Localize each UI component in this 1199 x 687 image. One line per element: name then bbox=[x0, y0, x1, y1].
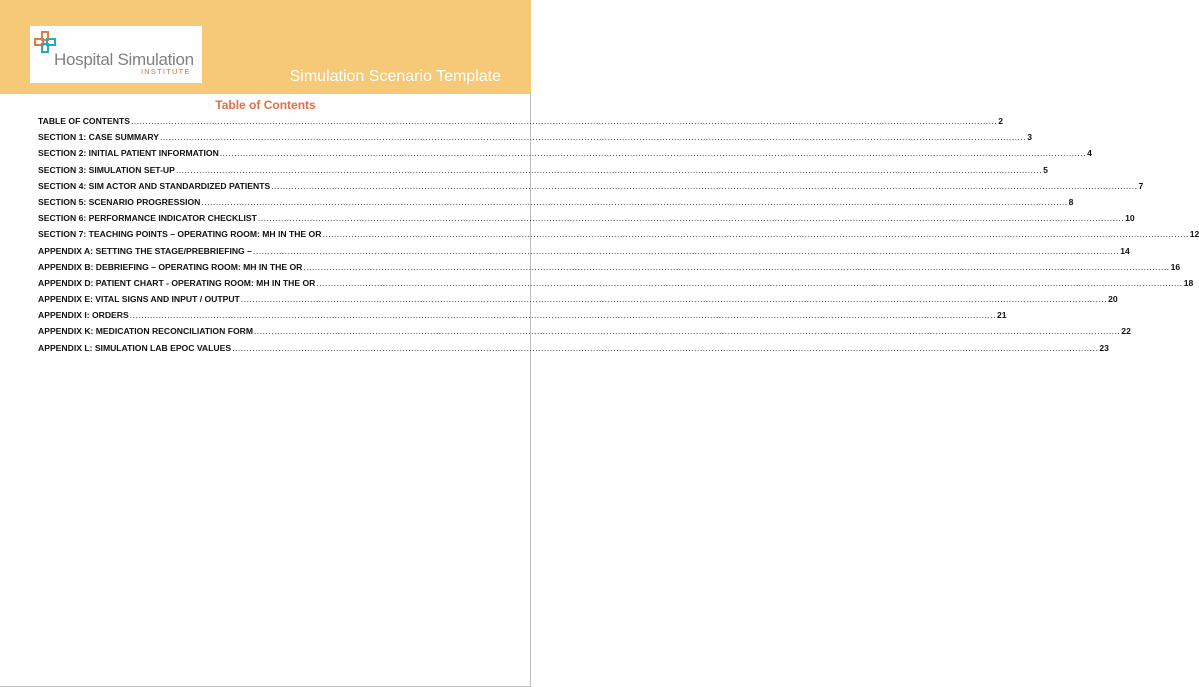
toc-dot-leader: ............................................................................................................................................................................................................................................................................................................ bbox=[129, 310, 997, 321]
toc-entry-title: APPENDIX L: SIMULATION LAB EPOC VALUES bbox=[38, 342, 232, 353]
toc-dot-leader: ............................................................................................................................................................................................................................................................................................................ bbox=[232, 342, 1099, 353]
document-title: Simulation Scenario Template bbox=[289, 68, 501, 85]
toc-entry[interactable] bbox=[38, 277, 1194, 294]
toc-entry-page: 8 bbox=[1068, 196, 1074, 207]
toc-entry-page: 2 bbox=[998, 116, 1004, 126]
toc-entry-page: 5 bbox=[1043, 164, 1048, 175]
toc-heading: Table of Contents bbox=[215, 98, 316, 112]
toc-entry-title: SECTION 2: INITIAL PATIENT INFORMATION bbox=[38, 148, 219, 159]
logo-name: Hospital Simulation bbox=[54, 50, 194, 69]
institute-logo bbox=[30, 26, 202, 83]
toc-entry-title: SECTION 4: SIM ACTOR AND STANDARDIZED PATIENTS bbox=[38, 180, 271, 191]
toc-entry-page: 10 bbox=[1125, 213, 1135, 224]
toc-entry-title: APPENDIX B: DEBRIEFING – OPERATING ROOM: MH IN THE OR bbox=[38, 261, 303, 272]
toc-entry[interactable] bbox=[38, 261, 1181, 278]
toc-entry-page: 21 bbox=[997, 310, 1007, 321]
toc-entry-page: 3 bbox=[1027, 132, 1033, 143]
toc-entry[interactable] bbox=[38, 342, 1109, 359]
toc-entry[interactable] bbox=[38, 310, 1007, 326]
toc-dot-leader: ............................................................................................................................................................................................................................................................................................................ bbox=[254, 326, 1121, 337]
toc-entry[interactable] bbox=[38, 132, 1033, 148]
toc-entry-page: 20 bbox=[1108, 294, 1118, 305]
toc-entry[interactable] bbox=[38, 116, 1004, 132]
toc-entry-page: 16 bbox=[1170, 261, 1181, 272]
toc-entry[interactable] bbox=[38, 245, 1130, 262]
toc-entry-title: SECTION 7: TEACHING POINTS – OPERATING ROOM: MH IN THE OR bbox=[38, 229, 322, 240]
toc-entry-title: APPENDIX I: ORDERS bbox=[38, 310, 129, 321]
toc-dot-leader: ............................................................................................................................................................................................................................................................................................................ bbox=[219, 148, 1087, 159]
toc-entry[interactable] bbox=[38, 229, 1199, 245]
toc-dot-leader: ............................................................................................................................................................................................................................................................................................................ bbox=[252, 245, 1120, 256]
toc-entry[interactable] bbox=[38, 164, 1048, 181]
toc-entry[interactable] bbox=[38, 326, 1131, 342]
toc-entry-title: SECTION 3: SIMULATION SET-UP bbox=[38, 164, 175, 175]
toc-entry-title: APPENDIX E: VITAL SIGNS AND INPUT / OUTPUT bbox=[38, 294, 240, 305]
toc-dot-leader: ............................................................................................................................................................................................................................................................................................................ bbox=[240, 294, 1108, 305]
toc-dot-leader: ............................................................................................................................................................................................................................................................................................................ bbox=[322, 229, 1189, 240]
toc-entry-page: 4 bbox=[1087, 148, 1092, 159]
toc-entry[interactable] bbox=[38, 196, 1074, 213]
toc-dot-leader: ............................................................................................................................................................................................................................................................................................................ bbox=[257, 213, 1125, 224]
toc-entry[interactable] bbox=[38, 180, 1144, 197]
toc-dot-leader: ............................................................................................................................................................................................................................................................................................................ bbox=[271, 180, 1138, 191]
toc-entry-title: SECTION 1: CASE SUMMARY bbox=[38, 132, 159, 143]
toc-entry-title: APPENDIX A: SETTING THE STAGE/PREBRIEFING – bbox=[38, 245, 252, 256]
logo-subtitle: INSTITUTE bbox=[141, 67, 191, 76]
toc-entry-page: 7 bbox=[1138, 180, 1144, 191]
toc-dot-leader: ............................................................................................................................................................................................................................................................................................................ bbox=[175, 164, 1043, 175]
toc-entry-title: TABLE OF CONTENTS bbox=[38, 116, 130, 126]
toc-entry-page: 18 bbox=[1183, 277, 1194, 288]
toc-entry-title: SECTION 6: PERFORMANCE INDICATOR CHECKLIST bbox=[38, 213, 257, 224]
toc-entry-page: 12 bbox=[1189, 229, 1199, 240]
toc-entry[interactable] bbox=[38, 213, 1135, 229]
toc-entry-page: 14 bbox=[1120, 245, 1130, 256]
medical-cross-icon bbox=[34, 31, 56, 53]
toc-dot-leader: ............................................................................................................................................................................................................................................................................................................ bbox=[201, 196, 1068, 207]
toc-entry-title: SECTION 5: SCENARIO PROGRESSION bbox=[38, 196, 201, 207]
toc-entry[interactable] bbox=[38, 294, 1118, 310]
toc-entry[interactable] bbox=[38, 148, 1092, 164]
toc-entry-title: APPENDIX D: PATIENT CHART - OPERATING ROOM: MH IN THE OR bbox=[38, 277, 316, 288]
toc-dot-leader: ............................................................................................................................................................................................................................................................................................................ bbox=[130, 116, 998, 126]
toc-dot-leader: ............................................................................................................................................................................................................................................................................................................ bbox=[316, 277, 1183, 288]
toc-entry-page: 23 bbox=[1099, 342, 1109, 353]
toc-entry-title: APPENDIX K: MEDICATION RECONCILIATION FORM bbox=[38, 326, 253, 337]
toc-entry-page: 22 bbox=[1121, 326, 1131, 337]
toc-dot-leader: ............................................................................................................................................................................................................................................................................................................ bbox=[303, 261, 1170, 272]
header-banner bbox=[0, 0, 531, 94]
toc-list bbox=[38, 116, 1199, 359]
toc-dot-leader: ............................................................................................................................................................................................................................................................................................................ bbox=[159, 132, 1027, 143]
